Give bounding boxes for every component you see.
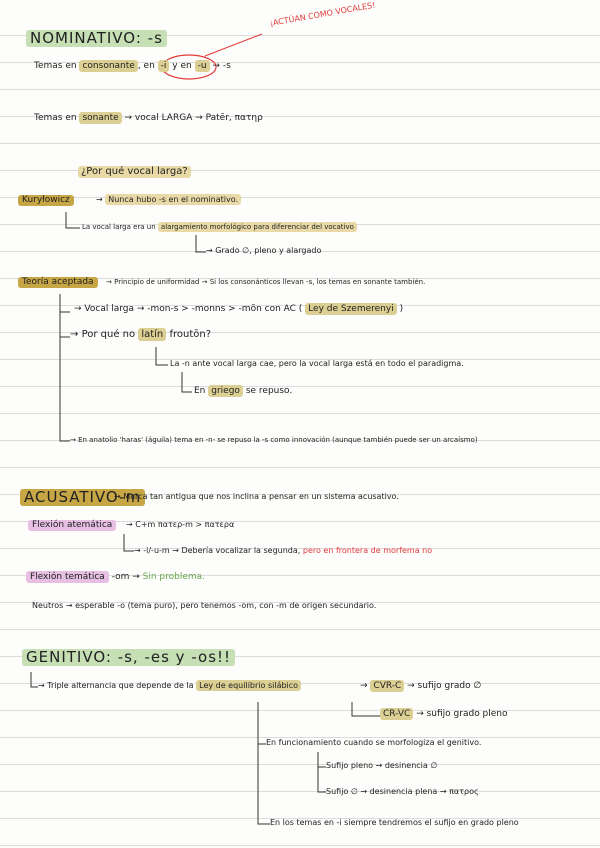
cvr-c-line: → CVR-C → sufijo grado ∅ bbox=[360, 681, 482, 691]
vocal-larga-line: → Vocal larga → -mon-s > -monns > -mōn con AC ( Ley de Szemerenyi ) bbox=[74, 304, 404, 314]
kurylowicz-sub-1: La vocal larga era un alargamiento morfológico para diferenciar del vocativo bbox=[82, 224, 357, 231]
section-title-genitivo: GENITIVO: -s, -es y -os!! bbox=[22, 649, 235, 666]
latin-answer: La -n ante vocal larga cae, pero la vocal larga está en todo el paradigma. bbox=[170, 359, 464, 368]
flexion-atematica-sub: → -i/-u-m → Debería vocalizar la segunda, pero en frontera de morfema no bbox=[134, 546, 433, 555]
flexion-atematica-note: → C+m πατερ-m > πατερα bbox=[126, 520, 235, 529]
red-annotation: ¡ACTÚAN COMO VOCALES! bbox=[269, 0, 377, 28]
kurylowicz-sub-2: → Grado ∅, pleno y alargado bbox=[206, 246, 322, 255]
section-title-nominativo: NOMINATIVO: -s bbox=[26, 30, 167, 47]
acusativo-note: → Marca tan antigua que nos inclina a pensar en un sistema acusativo. bbox=[114, 492, 399, 501]
griego-line: En griego se repuso. bbox=[194, 386, 293, 396]
neutros-line: Neutros → esperable -o (tema puro), pero tenemos -om, con -m de origen secundario. bbox=[32, 601, 377, 610]
teoria-note: → Principio de uniformidad → Si los consonánticos llevan -s, los temas en sonante también. bbox=[106, 278, 426, 286]
flexion-tematica-line: Flexión temática -om → Sin problema. bbox=[26, 573, 205, 582]
teoria-label: Teoría aceptada bbox=[18, 277, 98, 288]
cr-vc-line: CR-VC → sufijo grado pleno bbox=[380, 710, 508, 719]
latin-question: → Por qué no latín froutōn? bbox=[70, 329, 212, 340]
flexion-atematica-label: Flexión atemática bbox=[28, 520, 116, 531]
nominativo-line-1: Temas en consonante , en -i y en -u → -s bbox=[34, 61, 231, 71]
temas-i-line: En los temas en -i siempre tendremos el sufijo en grado pleno bbox=[270, 818, 519, 827]
genitivo-triple-line: → Triple alternancia que depende de la Ley de equilibrio silábico bbox=[38, 682, 301, 690]
kurylowicz-label: Kuryłowicz bbox=[18, 195, 74, 206]
section-title-acusativo: ACUSATIVO-m bbox=[20, 489, 145, 506]
anatolio-line: → En anatolio 'haras' (águila) tema en -n- se repuso la -s como innovación (aunque también puede ser un arcaísmo) bbox=[70, 436, 478, 444]
question-vocal-larga: ¿Por qué vocal larga? bbox=[78, 166, 191, 178]
nominativo-line-2: Temas en sonante → vocal LARGA → Patēr, πατηρ bbox=[34, 113, 263, 123]
sufijo-pleno-line: Sufijo pleno → desinencia ∅ bbox=[326, 761, 438, 770]
kurylowicz-note: → Nunca hubo -s en el nominativo. bbox=[96, 196, 241, 204]
funcionamiento-line: En funcionamiento cuando se morfologiza el genitivo. bbox=[266, 738, 482, 747]
sufijo-cero-line: Sufijo ∅ → desinencia plena → πατρος bbox=[326, 787, 479, 796]
